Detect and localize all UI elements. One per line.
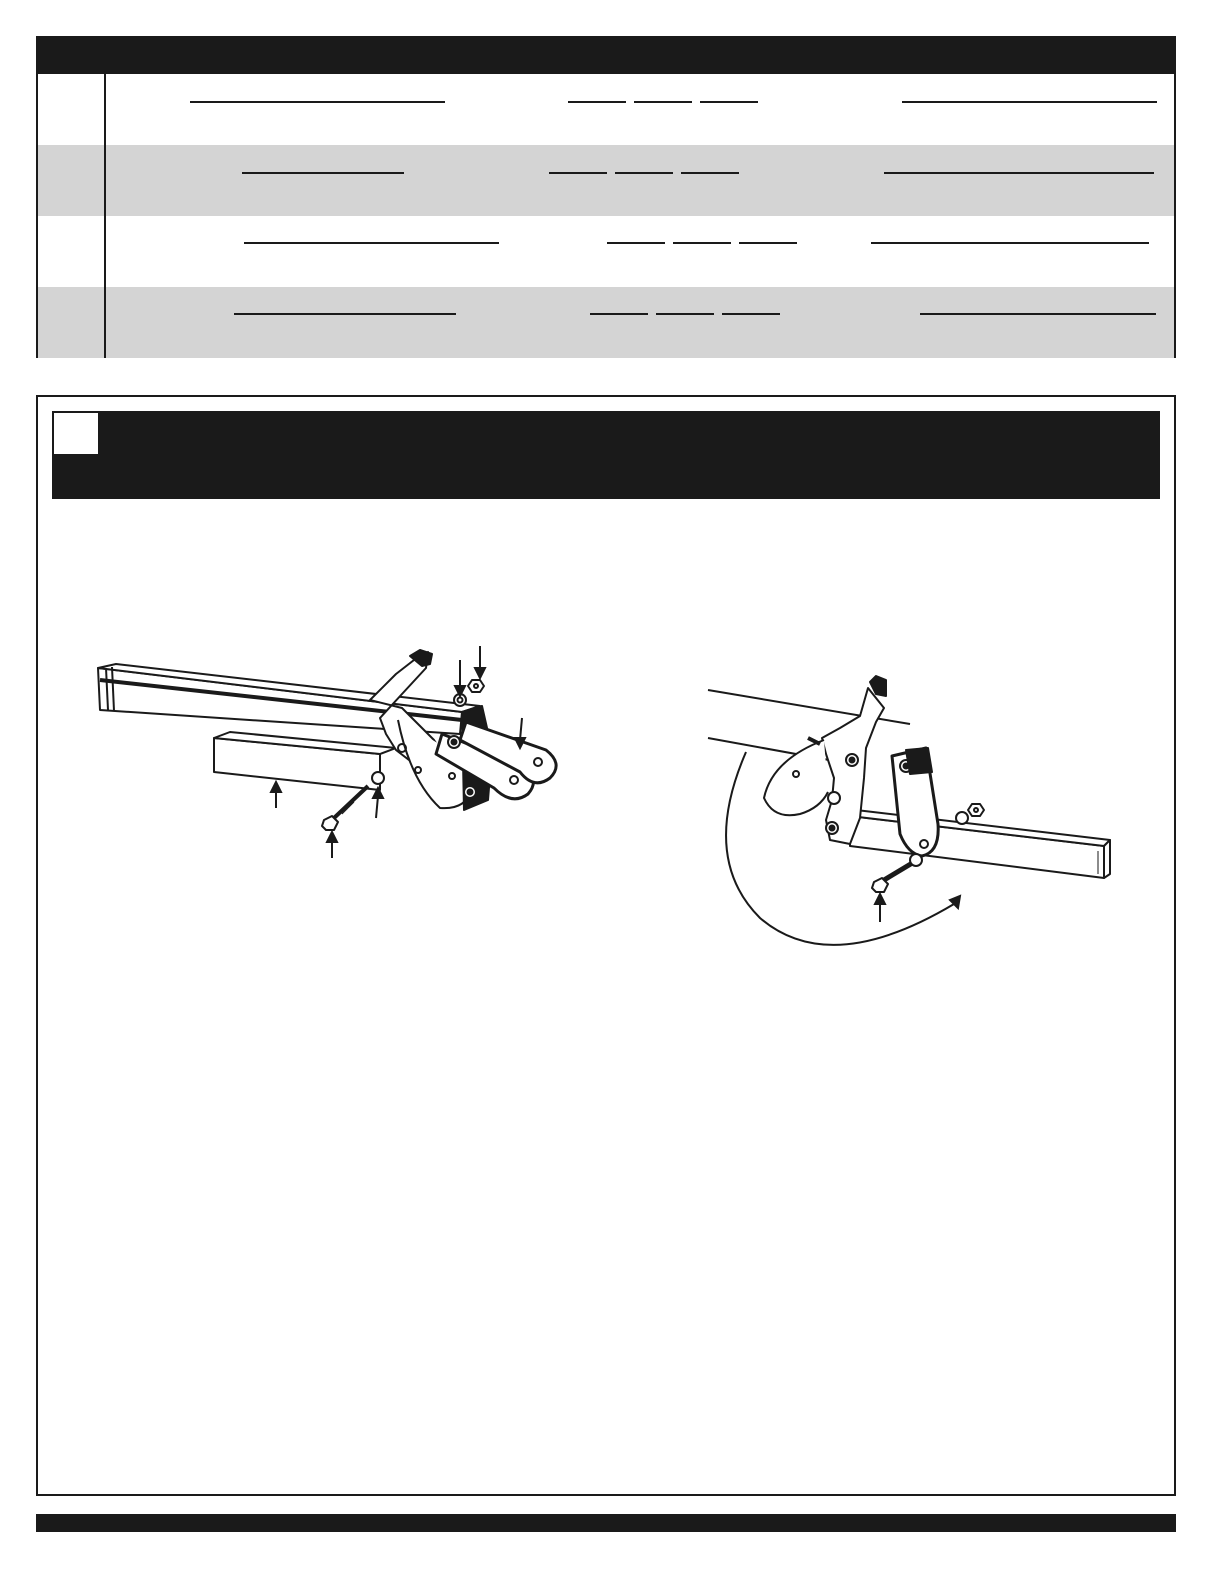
row3-date-day-line[interactable] xyxy=(673,242,731,244)
record-row-4 xyxy=(38,287,1174,358)
row1-name-line[interactable] xyxy=(190,101,445,103)
bolt xyxy=(872,854,922,892)
row3-signature-line[interactable] xyxy=(871,242,1149,244)
row4-date-month-line[interactable] xyxy=(590,313,648,315)
washer-and-nut xyxy=(956,804,984,824)
row2-date-year-line[interactable] xyxy=(681,172,739,174)
row1-date-month-line[interactable] xyxy=(568,101,626,103)
row2-signature-line[interactable] xyxy=(884,172,1154,174)
record-table xyxy=(36,36,1176,358)
footer-bar xyxy=(36,1514,1176,1532)
row4-date-year-line[interactable] xyxy=(722,313,780,315)
row1-date-day-line[interactable] xyxy=(634,101,692,103)
cushion-block xyxy=(906,748,932,774)
lower-tube xyxy=(214,732,396,790)
left-assembly-figure xyxy=(80,630,580,880)
row3-date-year-line[interactable] xyxy=(739,242,797,244)
record-row-2 xyxy=(38,145,1174,216)
record-row-3 xyxy=(38,216,1174,287)
record-table-header xyxy=(38,38,1174,74)
step-number-box xyxy=(54,413,98,454)
row2-date-month-line[interactable] xyxy=(549,172,607,174)
row1-date-year-line[interactable] xyxy=(700,101,758,103)
row3-name-line[interactable] xyxy=(244,242,499,244)
row4-signature-line[interactable] xyxy=(920,313,1156,315)
row2-date-day-line[interactable] xyxy=(615,172,673,174)
lower-tube xyxy=(850,810,1110,878)
row1-signature-line[interactable] xyxy=(902,101,1157,103)
row2-name-line[interactable] xyxy=(242,172,404,174)
step-banner xyxy=(52,411,1160,499)
right-assembly-figure xyxy=(700,668,1150,978)
upper-tube xyxy=(98,664,480,734)
row3-date-month-line[interactable] xyxy=(607,242,665,244)
row-number-column-divider xyxy=(104,74,106,358)
record-row-1 xyxy=(38,74,1174,145)
row4-name-line[interactable] xyxy=(234,313,456,315)
row4-date-day-line[interactable] xyxy=(656,313,714,315)
